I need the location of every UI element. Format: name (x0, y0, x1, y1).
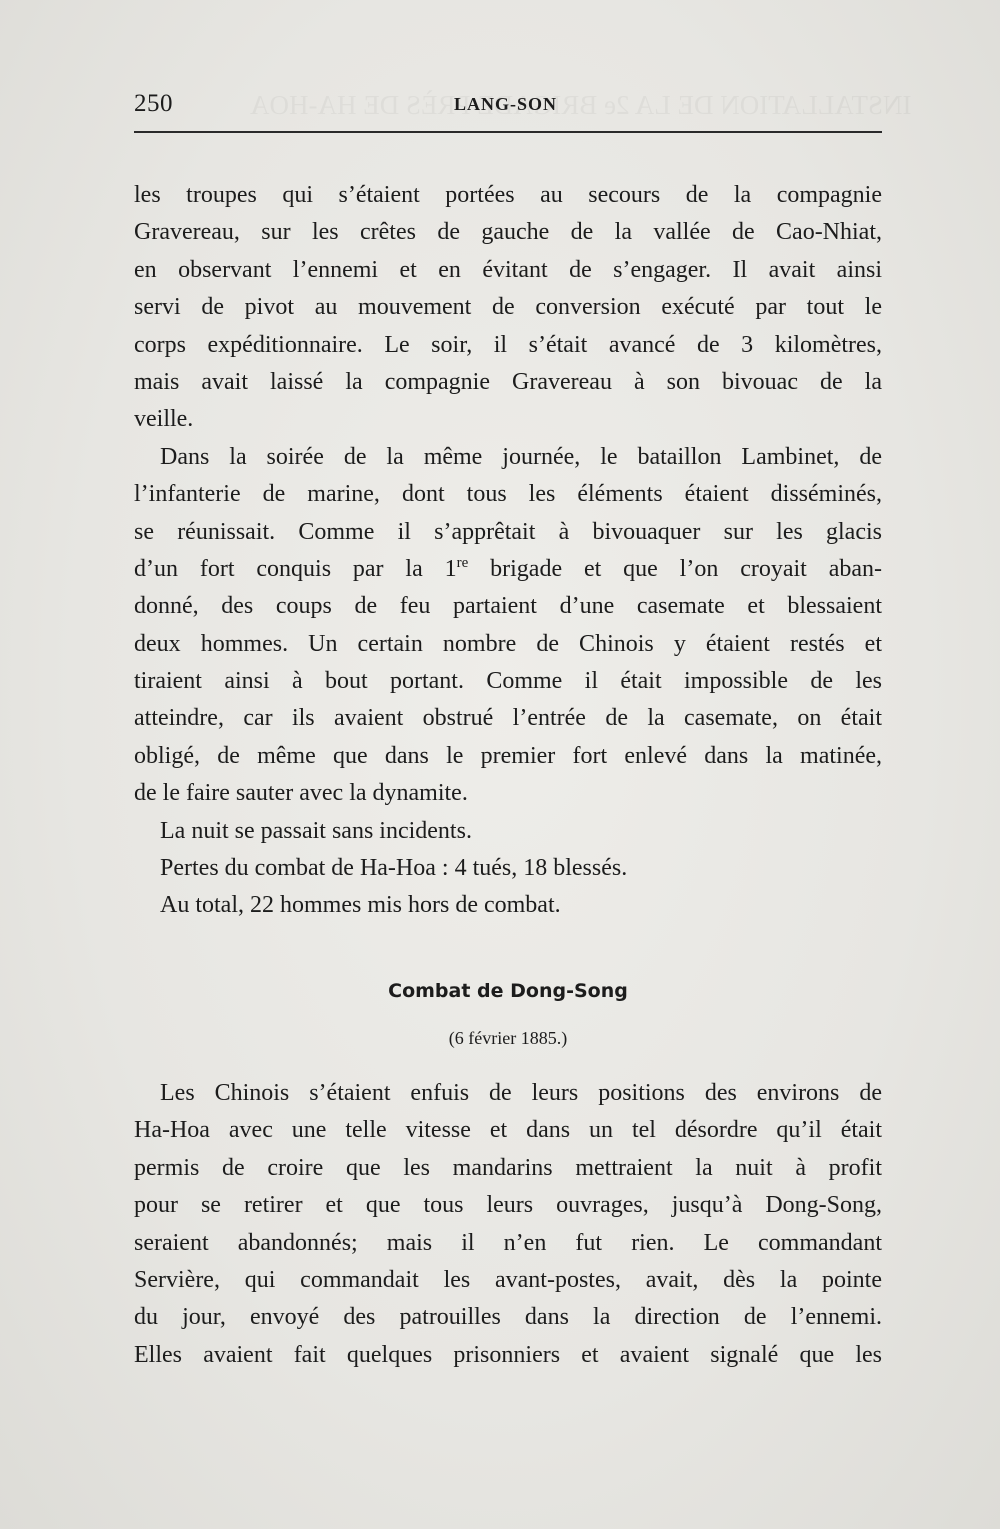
text-line: en observant l’ennemi et en évitant de s’engager. Il avait ainsi (134, 256, 882, 283)
text-line: l’infanterie de marine, dont tous les éléments étaient disséminés, (134, 481, 882, 508)
text-line: donné, des coups de feu partaient d’une casemate et blessaient (134, 593, 882, 620)
text-line: mais avait laissé la compagnie Gravereau à son bivouac de la (134, 368, 882, 395)
text-line: Ha-Hoa avec une telle vitesse et dans un tel désordre qu’il était (134, 1117, 882, 1144)
section-title: Combat de Dong-Song (388, 980, 628, 1002)
text-line: de le faire sauter avec la dynamite. (134, 780, 468, 807)
section-date: (6 février 1885.) (448, 1028, 568, 1048)
text-line: Elles avaient fait quelques prisonniers et avaient signalé que les (134, 1341, 882, 1368)
text-line: servi de pivot au mouvement de conversion exécuté par tout le (134, 294, 882, 321)
text-line: Dans la soirée de la même journée, le bataillon Lambinet, de (160, 443, 882, 470)
text-block-2 (134, 1075, 882, 1374)
text-line: deux hommes. Un certain nombre de Chinois y étaient restés et (134, 630, 882, 657)
text-line (134, 551, 882, 588)
text-line: Les Chinois s’étaient enfuis de leurs positions des environs de (160, 1080, 882, 1106)
text-line: La nuit se passait sans incidents. (160, 817, 472, 844)
page-header (134, 84, 882, 124)
text-line: Gravereau, sur les crêtes de gauche de la vallée de Cao-Nhiat, (134, 219, 882, 246)
text-fragment: brigade et que l’on croyait aban- (468, 555, 882, 582)
text-line: atteindre, car ils avaient obstrué l’entrée de la casemate, on était (134, 705, 882, 732)
ordinal-superscript: re (456, 554, 469, 571)
text-line: seraient abandonnés; mais il n’en fut rien. Le commandant (134, 1229, 882, 1256)
text-line: tiraient ainsi à bout portant. Comme il était impossible de les (134, 668, 882, 695)
text-line: Servière, qui commandait les avant-postes, avait, dès la pointe (134, 1266, 882, 1293)
page-number: 250 (134, 90, 173, 117)
text-line: du jour, envoyé des patrouilles dans la direction de l’ennemi. (134, 1304, 882, 1331)
text-line: corps expéditionnaire. Le soir, il s’était avancé de 3 kilomètres, (134, 331, 882, 358)
text-line: obligé, de même que dans le premier fort enlevé dans la matinée, (134, 742, 882, 769)
text-line: Pertes du combat de Ha-Hoa : 4 tués, 18 blessés. (160, 855, 628, 882)
running-title: LANG-SON (454, 94, 558, 114)
text-line: permis de croire que les mandarins mettraient la nuit à profit (134, 1154, 882, 1181)
text-line: les troupes qui s’étaient portées au secours de la compagnie (134, 182, 882, 208)
text-line: pour se retirer et que tous leurs ouvrages, jusqu’à Dong-Song, (134, 1192, 882, 1219)
text-block-1 (134, 177, 882, 925)
text-line: Au total, 22 hommes mis hors de combat. (160, 892, 561, 919)
header-rule (134, 131, 882, 133)
text-fragment: d’un fort conquis par la 1 (134, 555, 457, 582)
text-line: veille. (134, 406, 194, 433)
text-line: se réunissait. Comme il s’apprêtait à bivouaquer sur les glacis (134, 518, 882, 545)
